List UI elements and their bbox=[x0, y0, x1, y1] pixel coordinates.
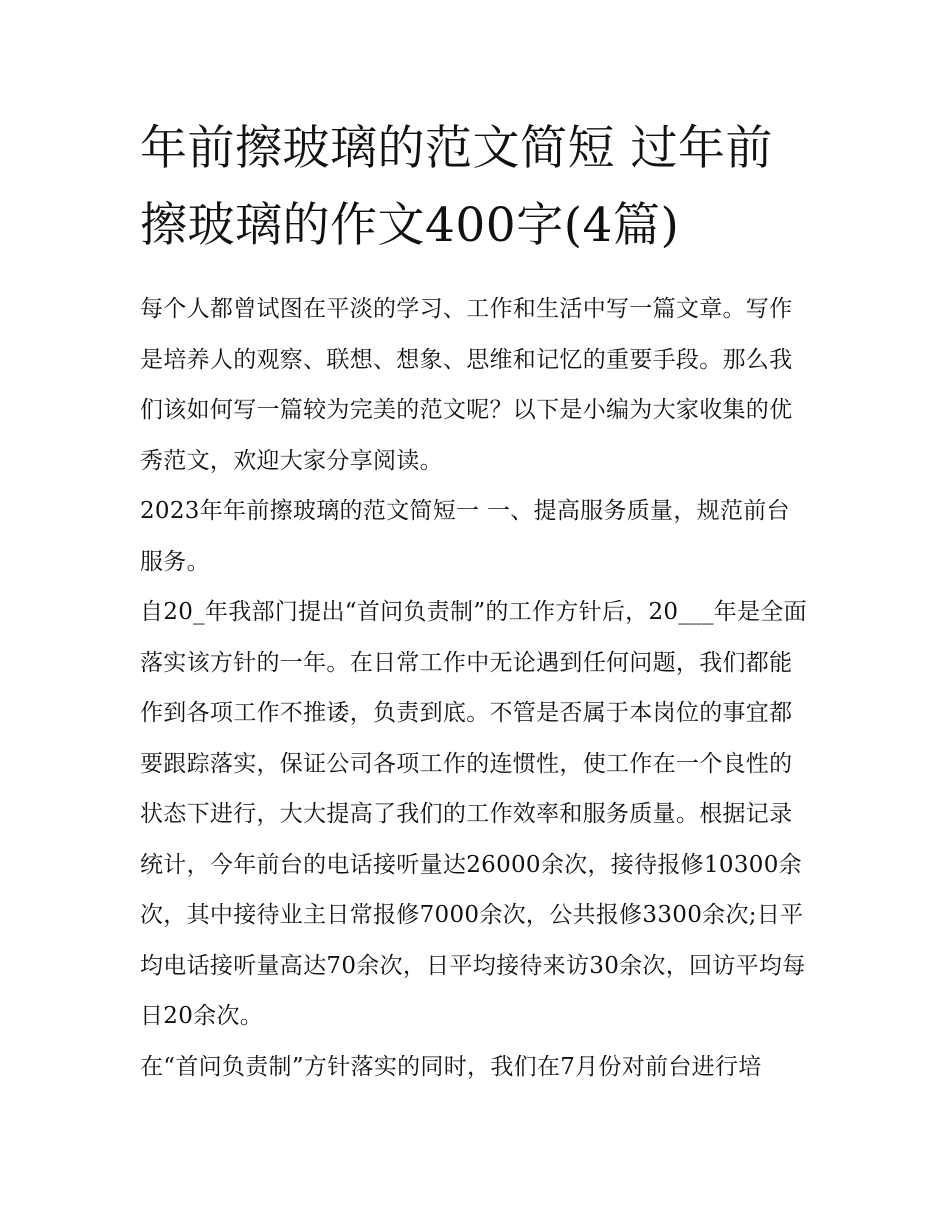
section-heading-paragraph: 2023年年前擦玻璃的范文简短一 一、提高服务质量，规范前台服务。 bbox=[140, 498, 790, 575]
body-paragraph: 自20_年我部门提出“首问负责制”的工作方针后，20___年是全面落实该方针的一年。在日常工作中无论遇到任何问题，我们都能作到各项工作不推诿，负责到底。不管是否属于本岗位的事宜都要跟踪落实，保证公司各项工作的连惯性，使工作在一个良性的状态下进行，大大提高了我们的工作效率和服务质量。根据记录统计，今年前台的电话接听量达26000余次，接待报修10300余次，其中接待业主日常报修7000余次，公共报修3300余次;日平均电话接听量高达70余次，日平均接待来访30余次，回访平均每日20余次。 bbox=[140, 599, 807, 1029]
document-body bbox=[140, 284, 812, 1092]
document-page bbox=[140, 110, 812, 1092]
intro-paragraph: 每个人都曾试图在平淡的学习、工作和生活中写一篇文章。写作是培养人的观察、联想、想象、思维和记忆的重要手段。那么我们该如何写一篇较为完美的范文呢？以下是小编为大家收集的优秀范文，欢迎大家分享阅读。 bbox=[140, 296, 793, 474]
document-title: 年前擦玻璃的范文简短 过年前擦玻璃的作文400字(4篇) bbox=[140, 121, 773, 253]
body-paragraph: 在“首问负责制”方针落实的同时，我们在7月份对前台进行培 bbox=[140, 1053, 762, 1080]
